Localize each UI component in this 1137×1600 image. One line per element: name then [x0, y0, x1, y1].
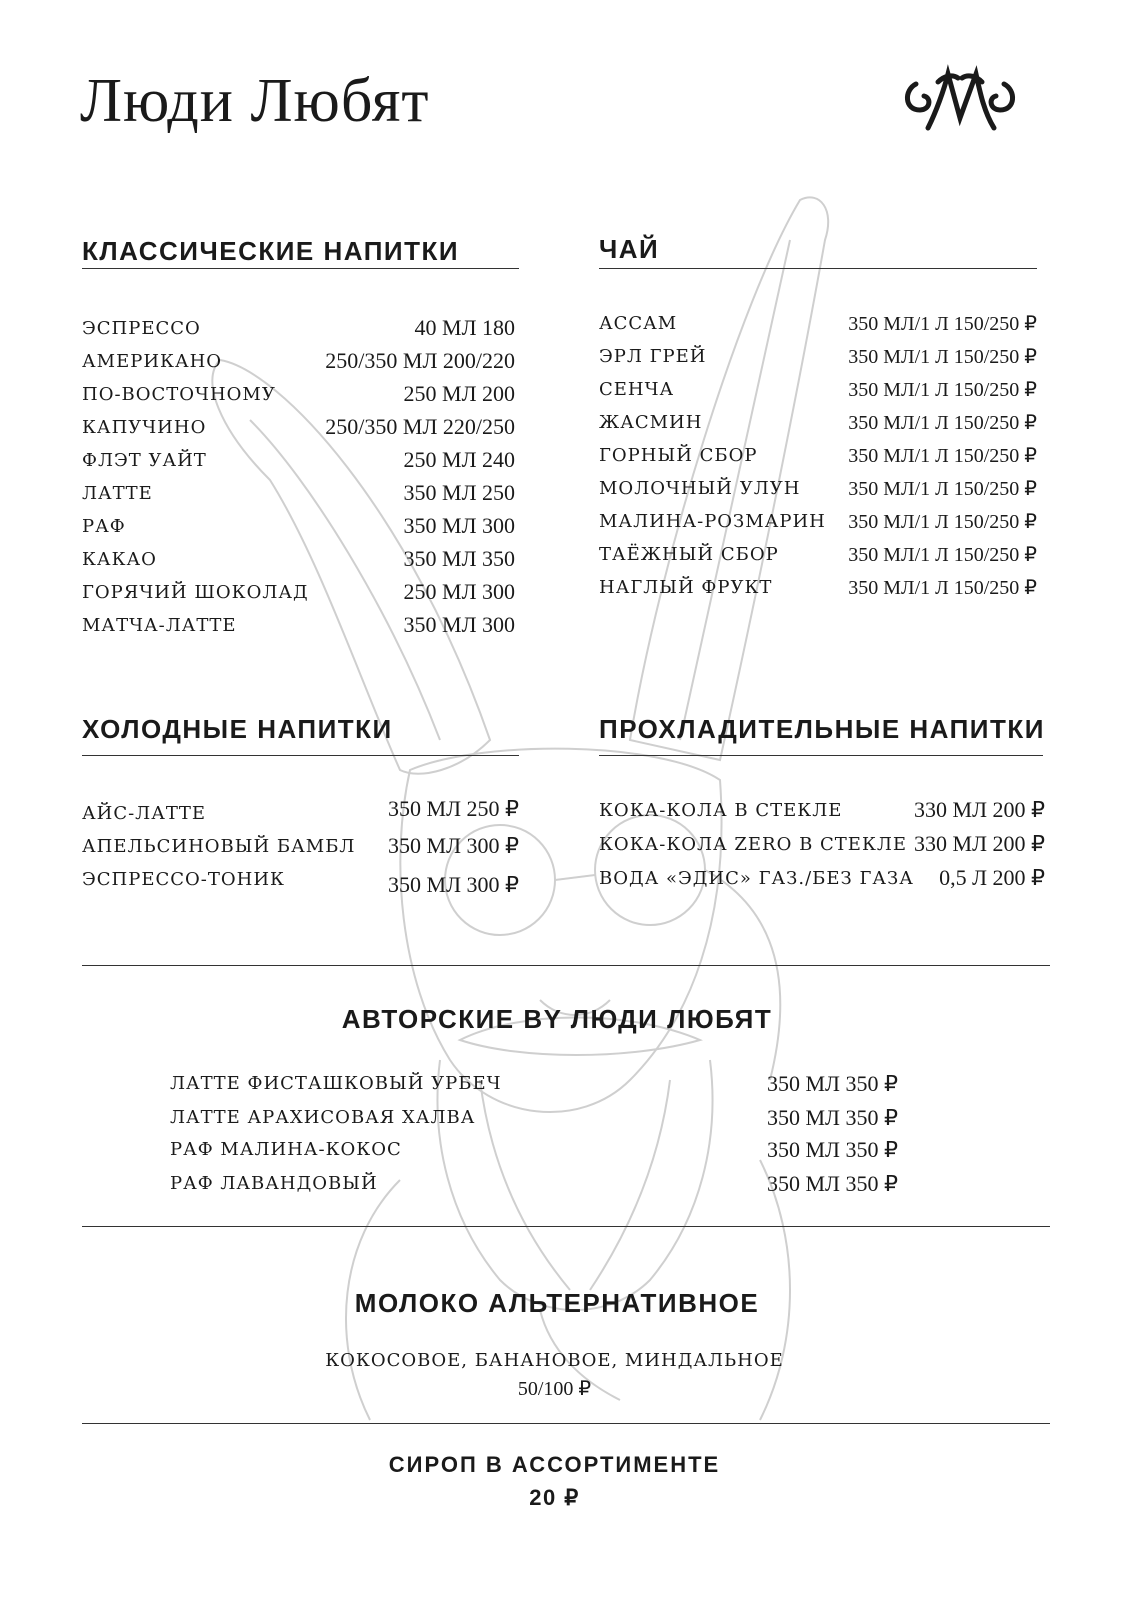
- menu-item-name: ЛАТТЕ: [82, 483, 153, 504]
- menu-item-price: 250 МЛ 200: [403, 381, 515, 406]
- menu-item-name: АССАМ: [599, 313, 678, 334]
- logo-monogram-icon: [898, 62, 1022, 142]
- menu-item-price: 350 МЛ 350 ₽: [767, 1137, 898, 1162]
- syrup-price: 20 ₽: [529, 1485, 580, 1510]
- menu-item-name: ЭСПРЕССО: [82, 318, 201, 339]
- menu-item-name: ГОРНЫЙ СБОР: [599, 445, 758, 466]
- menu-item-price: 350 МЛ/1 Л 150/250 ₽: [848, 346, 1037, 368]
- menu-item-name: КОКА-КОЛА В СТЕКЛЕ: [599, 800, 843, 821]
- menu-item-price: 250/350 МЛ 220/250: [325, 414, 515, 439]
- menu-item-price: 330 МЛ 200 ₽: [914, 831, 1045, 856]
- menu-item-price: 350 МЛ 300 ₽: [388, 833, 519, 858]
- menu-item-price: 350 МЛ/1 Л 150/250 ₽: [848, 412, 1037, 434]
- menu-item-name: НАГЛЫЙ ФРУКТ: [599, 577, 773, 598]
- menu-item-name: КАПУЧИНО: [82, 417, 207, 438]
- menu-item-price: 350 МЛ 300: [403, 612, 515, 637]
- menu-item-name: РАФ МАЛИНА-КОКОС: [170, 1139, 402, 1160]
- menu-item-price: 350 МЛ/1 Л 150/250 ₽: [848, 313, 1037, 335]
- section-divider: [82, 1423, 1050, 1424]
- menu-item-name: ВОДА «ЭДИС» ГАЗ./БЕЗ ГАЗА: [599, 868, 914, 889]
- menu-item-price: 330 МЛ 200 ₽: [914, 797, 1045, 822]
- cold-rule: [82, 755, 519, 756]
- alt-milk-options: КОКОСОВОЕ, БАНАНОВОЕ, МИНДАЛЬНОЕ: [325, 1350, 784, 1371]
- menu-item-price: 350 МЛ/1 Л 150/250 ₽: [848, 544, 1037, 566]
- soft-drinks-rule: [599, 755, 1043, 756]
- menu-item-price: 350 МЛ 300: [403, 513, 515, 538]
- section-divider: [82, 965, 1050, 966]
- menu-item-price: 350 МЛ/1 Л 150/250 ₽: [848, 577, 1037, 599]
- menu-item-name: ЛАТТЕ АРАХИСОВАЯ ХАЛВА: [170, 1107, 476, 1128]
- signature-section-title: АВТОРСКИЕ BY ЛЮДИ ЛЮБЯТ: [341, 1004, 773, 1034]
- menu-item-name: АПЕЛЬСИНОВЫЙ БАМБЛ: [82, 836, 356, 857]
- menu-item-price: 350 МЛ 350: [403, 546, 515, 571]
- section-divider: [82, 1226, 1050, 1227]
- menu-item-price: 250/350 МЛ 200/220: [325, 348, 515, 373]
- menu-item-name: КОКА-КОЛА ZERO В СТЕКЛЕ: [599, 834, 908, 855]
- menu-item-name: ТАЁЖНЫЙ СБОР: [599, 544, 779, 565]
- menu-item-price: 350 МЛ 350 ₽: [767, 1105, 898, 1130]
- menu-item-name: АЙС-ЛАТТЕ: [82, 803, 206, 824]
- menu-item-name: ФЛЭТ УАЙТ: [82, 450, 207, 471]
- menu-item-price: 250 МЛ 300: [403, 579, 515, 604]
- menu-item-price: 250 МЛ 240: [403, 447, 515, 472]
- soft-drinks-section-title: ПРОХЛАДИТЕЛЬНЫЕ НАПИТКИ: [599, 714, 1045, 744]
- alt-milk-price: 50/100 ₽: [517, 1378, 592, 1400]
- menu-item-price: 350 МЛ/1 Л 150/250 ₽: [848, 478, 1037, 500]
- menu-item-name: РАФ: [82, 516, 126, 537]
- menu-item-price: 350 МЛ 250: [403, 480, 515, 505]
- menu-item-name: АМЕРИКАНО: [82, 351, 223, 372]
- alt-milk-section-title: МОЛОКО АЛЬТЕРНАТИВНОЕ: [354, 1288, 760, 1318]
- menu-item-name: ПО-ВОСТОЧНОМУ: [82, 384, 276, 405]
- menu-item-price: 40 МЛ 180: [414, 315, 515, 340]
- syrup-section-title: СИРОП В АССОРТИМЕНТЕ: [388, 1452, 721, 1477]
- menu-item-price: 350 МЛ/1 Л 150/250 ₽: [848, 445, 1037, 467]
- classic-section-title: КЛАССИЧЕСКИЕ НАПИТКИ: [82, 236, 460, 266]
- menu-item-name: ЖАСМИН: [599, 412, 703, 433]
- menu-item-name: РАФ ЛАВАНДОВЫЙ: [170, 1173, 378, 1194]
- menu-item-price: 350 МЛ 350 ₽: [767, 1071, 898, 1096]
- menu-item-name: МОЛОЧНЫЙ УЛУН: [599, 478, 801, 499]
- menu-item-name: СЕНЧА: [599, 379, 675, 400]
- classic-rule: [82, 268, 519, 269]
- tea-section-title: ЧАЙ: [599, 234, 660, 264]
- menu-item-name: МАТЧА-ЛАТТЕ: [82, 615, 237, 636]
- menu-item-price: 350 МЛ 350 ₽: [767, 1171, 898, 1196]
- menu-item-name: МАЛИНА-РОЗМАРИН: [599, 511, 826, 532]
- tea-rule: [599, 268, 1037, 269]
- menu-item-price: 350 МЛ/1 Л 150/250 ₽: [848, 511, 1037, 533]
- menu-item-name: ЭСПРЕССО-ТОНИК: [82, 869, 285, 890]
- cold-section-title: ХОЛОДНЫЕ НАПИТКИ: [82, 714, 393, 744]
- menu-item-price: 350 МЛ 300 ₽: [388, 872, 519, 897]
- menu-item-name: ЛАТТЕ ФИСТАШКОВЫЙ УРБЕЧ: [170, 1073, 502, 1094]
- menu-item-name: ЭРЛ ГРЕЙ: [599, 346, 707, 367]
- page-title: Люди Любят: [80, 67, 430, 135]
- menu-item-name: КАКАО: [82, 549, 157, 570]
- menu-item-price: 350 МЛ 250 ₽: [388, 796, 519, 821]
- menu-item-price: 350 МЛ/1 Л 150/250 ₽: [848, 379, 1037, 401]
- menu-item-price: 0,5 Л 200 ₽: [939, 865, 1045, 890]
- menu-item-name: ГОРЯЧИЙ ШОКОЛАД: [82, 582, 309, 603]
